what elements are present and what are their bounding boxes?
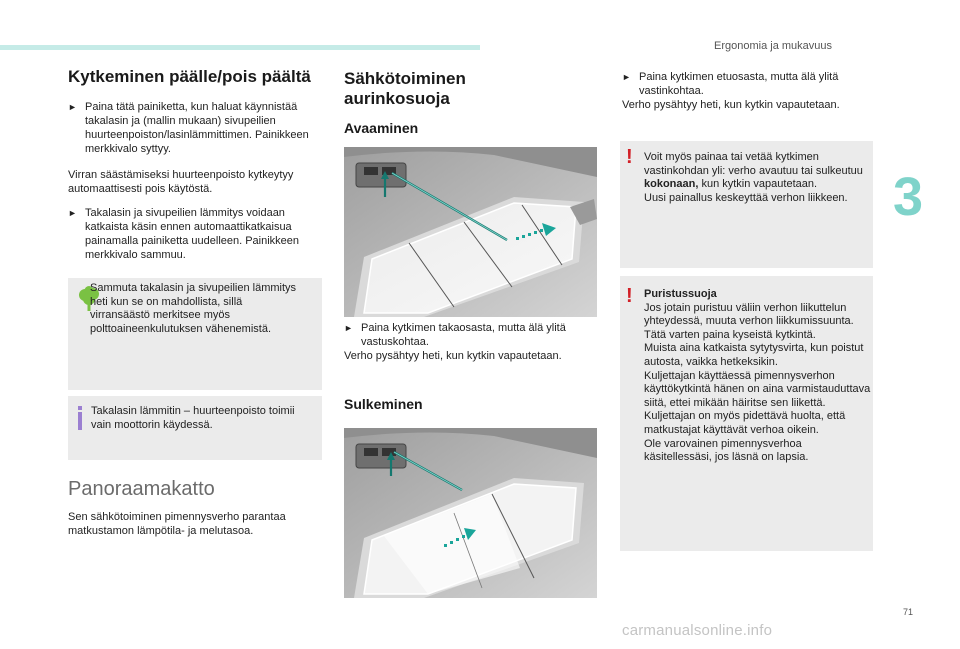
bullet-arrow-icon: ►: [68, 102, 77, 112]
info-note-text: Takalasin lämmitin – huurteenpoisto toimii vain moottorin käydessä.: [91, 405, 295, 431]
para-open-stops: Verho pysähtyy heti, kun kytkin vapautetaan.: [344, 350, 562, 362]
heading-electric-sunblind: Sähkötoiminen aurinkosuoja: [344, 69, 466, 108]
heading-defrost: Kytkeminen päälle/pois päältä: [68, 67, 311, 86]
chapter-number: 3: [893, 167, 924, 227]
para-panorama: Sen sähkötoiminen pimennysverho parantaa matkustamon lämpötila- ja melutasoa.: [68, 511, 286, 537]
bullet-close-sunblind: ► Paina kytkimen etuosasta, mutta älä ylitä vastinkohtaa.: [622, 71, 839, 97]
roof-illustration-open: [344, 147, 597, 317]
roof-illustration-close: [344, 428, 597, 598]
eco-note-text: Sammuta takalasin ja sivupeilien lämmitys heti kun se on mahdollista, sillä virransäästö merkitsee myös polttoaineenkulutuksen vähenemistä.: [90, 282, 297, 335]
para-close-stops: Verho pysähtyy heti, kun kytkin vapautetaan.: [622, 99, 840, 111]
eco-note-box: [68, 278, 322, 390]
info-note-box: [68, 396, 322, 460]
photo-closing-sunblind: [344, 428, 597, 598]
warning-anti-pinch-text: Jos jotain puristuu väliin verhon liikuttelun yhteydessä, muuta verhon liikkumissuunta. Tätä varten paina kyseistä kytkintä. Muista aina katkaista sytytysvirta, kun poistut autosta, vaikka hetkeksikin. Kuljettajan käyttäessä pimennysverhon käyttökytkintä hänen on aina varmistauduttava siitä, ettei mikään häiritse sen liikettä. Kuljettajan on myös pidettävä huolta, että matkustajat käyttävät verhoa oikein. Ole varovainen pimennysverhoa käsitellessäsi, jos läsnä on lapsia.: [644, 301, 871, 464]
heading-closing: Sulkeminen: [344, 396, 423, 412]
info-icon: [78, 412, 82, 430]
bullet-arrow-icon: ►: [344, 323, 353, 333]
section-title: Ergonomia ja mukavuus: [714, 40, 833, 52]
bullet-arrow-icon: ►: [622, 72, 631, 82]
bullet-open-sunblind: ► Paina kytkimen takaosasta, mutta älä ylitä vastuskohtaa.: [344, 322, 566, 348]
warning-exclamation-icon: !: [626, 146, 633, 168]
warning-full-travel-text: Voit myös painaa tai vetää kytkimen vastinkohdan yli: verho avautuu tai sulkeutuu kokonaan, kun kytkin vapautetaan. Uusi painallus keskeyttää verhon liikkeen.: [644, 151, 863, 204]
warning-box-anti-pinch: [620, 276, 873, 551]
bullet-defrost-off: ► Takalasin ja sivupeilien lämmitys voidaan katkaista käsin ennen automaattikatkaisua painamalla painiketta uudelleen. Painikkeen merkkivalo sammuu.: [68, 207, 300, 261]
bullet-arrow-icon: ►: [68, 208, 77, 218]
bullet-defrost-on: ► Paina tätä painiketta, kun haluat käynnistää takalasin ja (mallin mukaan) sivupeilien huurteenpoiston/lasinlämmittimen. Painikkeen merkkivalo syttyy.: [68, 101, 309, 155]
heading-opening: Avaaminen: [344, 120, 419, 136]
watermark: carmanualsonline.info: [622, 622, 773, 639]
photo-opening-sunblind: [344, 147, 597, 317]
heading-panorama-roof: Panoraamakatto: [68, 478, 215, 500]
para-auto-off: Virran säästämiseksi huurteenpoisto kytkeytyy automaattisesti pois käytöstä.: [68, 169, 294, 195]
warning-box-full-travel: [620, 141, 873, 268]
warning-exclamation-icon: !: [626, 285, 633, 307]
warning-anti-pinch-content: [644, 288, 872, 465]
warning-anti-pinch-title: Puristussuoja: [644, 288, 717, 300]
header-accent-bar: [0, 45, 480, 50]
page-number: 71: [903, 607, 914, 617]
